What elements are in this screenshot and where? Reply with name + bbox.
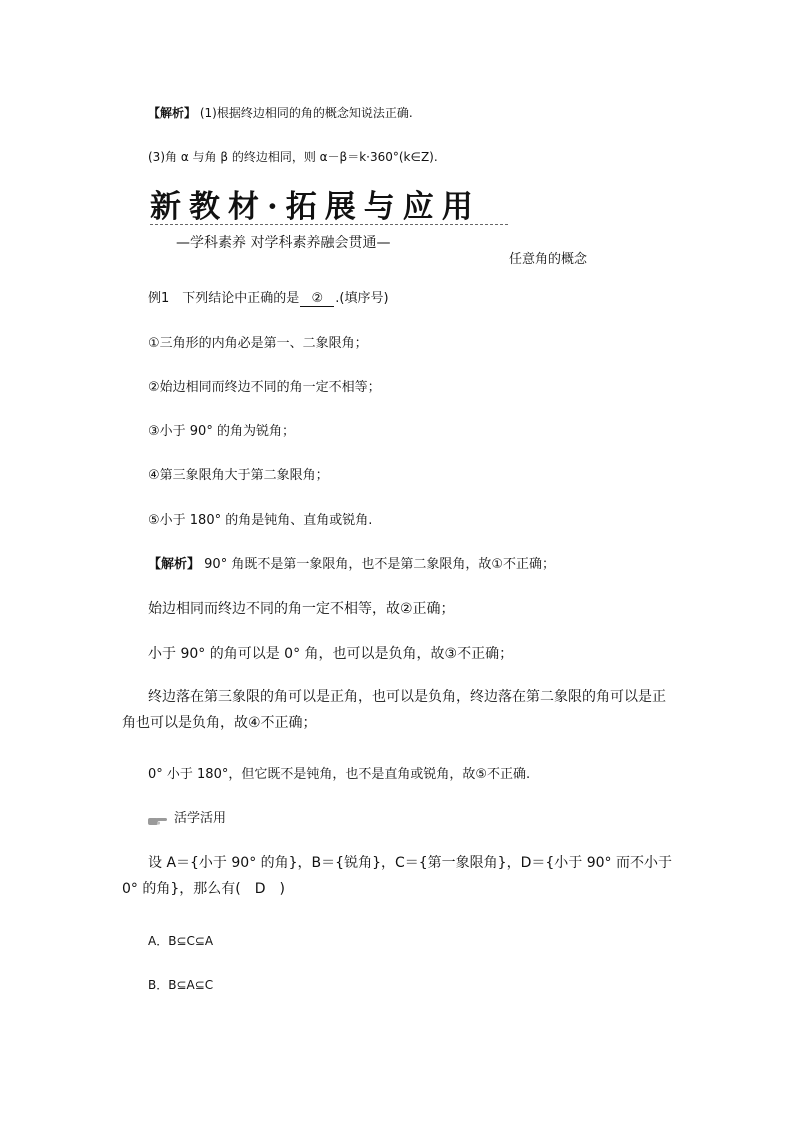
option-5: ⑤小于 180° 的角是钝角、直角或锐角. [148, 513, 373, 528]
banner-divider [150, 224, 508, 225]
banner-subtitle: —学科素养 对学科素养融会贯通— [176, 235, 391, 251]
analysis-text: (1)根据终边相同的角的概念知说法正确. [199, 106, 413, 120]
example-prefix: 例1 下列结论中正确的是 [148, 291, 300, 306]
analysis-tag: 【解析】 [148, 106, 197, 120]
answer-blank: ② [300, 291, 334, 307]
analysis-line-2: (3)角 α 与角 β 的终边相同，则 α－β＝k·360°(k∈Z). [148, 150, 438, 164]
option-2: ②始边相同而终边不同的角一定不相等； [148, 380, 381, 395]
analysis-point-1: 90° 角既不是第一象限角，也不是第二象限角，故①不正确； [204, 557, 555, 572]
analysis-point-4: 终边落在第三象限的角可以是正角，也可以是负角，终边落在第二象限的角可以是正角也可以是负角，故④不正确； [122, 689, 666, 731]
analysis-line-1 [148, 104, 413, 122]
practice-header [148, 810, 226, 828]
analysis-point-5: 0° 小于 180°，但它既不是钝角，也不是直角或锐角，故⑤不正确. [148, 767, 531, 782]
option-4: ④第三象限角大于第二象限角； [148, 468, 329, 483]
analysis-tag-2: 【解析】 [148, 557, 201, 572]
choice-a: A．B⊆C⊆A [148, 934, 214, 948]
analysis-line-3 [148, 556, 555, 574]
choice-b: B．B⊆A⊆C [148, 978, 214, 992]
practice-label: 活学活用 [174, 811, 227, 826]
topic-label: 任意角的概念 [509, 252, 588, 267]
example-question [148, 290, 389, 308]
example-suffix: .(填序号) [335, 291, 389, 306]
section-banner [150, 188, 481, 226]
analysis-point-2: 始边相同而终边不同的角一定不相等，故②正确； [148, 601, 455, 617]
practice-question: 设 A＝{小于 90° 的角}，B＝{锐角}，C＝{第一象限角}，D＝{小于 90° 而不小于 0° 的角}，那么有( D ) [122, 855, 672, 897]
banner-title: 新教材·拓展与应用 [150, 189, 481, 225]
pointing-hand-icon [148, 814, 168, 824]
analysis-point-3: 小于 90° 的角可以是 0° 角，也可以是负角，故③不正确； [148, 646, 514, 662]
option-3: ③小于 90° 的角为锐角； [148, 424, 295, 439]
option-1: ①三角形的内角必是第一、二象限角； [148, 336, 368, 351]
